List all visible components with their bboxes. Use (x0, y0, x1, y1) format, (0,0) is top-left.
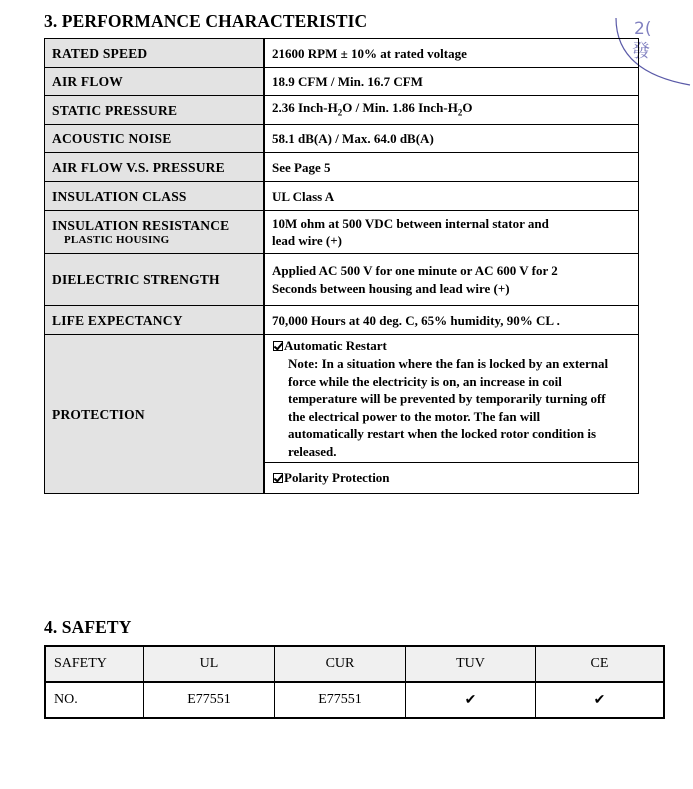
row-value-airflow-pressure: See Page 5 (264, 153, 639, 182)
row-value-life-expectancy: 70,000 Hours at 40 deg. C, 65% humidity, 90% CL . (264, 306, 639, 335)
header-cur: CUR (275, 646, 406, 682)
row-label-protection: PROTECTION (45, 335, 265, 494)
performance-table (44, 38, 639, 494)
check-mark-icon: ✔ (536, 682, 665, 718)
cell-cur: E77551 (275, 682, 406, 718)
row-value-air-flow: 18.9 CFM / Min. 16.7 CFM (264, 68, 639, 96)
checked-box-icon (273, 473, 283, 483)
section-heading-performance: 3. PERFORMANCE CHARACTERISTIC (44, 11, 368, 31)
table-row (45, 211, 639, 254)
table-header-row (45, 646, 664, 682)
polarity-label: Polarity Protection (284, 470, 390, 485)
auto-restart-line (265, 337, 638, 355)
table-row (45, 125, 639, 153)
header-safety: SAFETY (45, 646, 144, 682)
table-row (45, 68, 639, 96)
table-row (45, 39, 639, 68)
safety-table (44, 645, 665, 719)
row-value-insulation-resistance: 10M ohm at 500 VDC between internal stator and lead wire (+) (264, 211, 639, 254)
row-value-rated-speed: 21600 RPM ± 10% at rated voltage (264, 39, 639, 68)
table-row (45, 254, 639, 306)
stamp-text-char: 發 (632, 41, 650, 62)
row-label-rated-speed: RATED SPEED (45, 39, 265, 68)
table-row (45, 682, 664, 718)
table-row (45, 153, 639, 182)
row-value-protection (264, 335, 639, 494)
row-label-acoustic-noise: ACOUSTIC NOISE (45, 125, 265, 153)
header-ul: UL (144, 646, 275, 682)
row-label-insulation-class: INSULATION CLASS (45, 182, 265, 211)
cell-ul: E77551 (144, 682, 275, 718)
auto-restart-label: Automatic Restart (284, 338, 387, 353)
row-label-air-flow: AIR FLOW (45, 68, 265, 96)
section-heading-safety: 4. SAFETY (44, 617, 132, 637)
polarity-line (265, 462, 638, 493)
header-tuv: TUV (406, 646, 536, 682)
table-row (45, 306, 639, 335)
row-label-dielectric-strength: DIELECTRIC STRENGTH (45, 254, 265, 306)
table-row (45, 335, 639, 494)
table-row (45, 96, 639, 125)
row-label-life-expectancy: LIFE EXPECTANCY (45, 306, 265, 335)
row-value-acoustic-noise: 58.1 dB(A) / Max. 64.0 dB(A) (264, 125, 639, 153)
insulation-resistance-sublabel: PLASTIC HOUSING (64, 234, 170, 246)
header-ce: CE (536, 646, 665, 682)
row-value-insulation-class: UL Class A (264, 182, 639, 211)
row-label-static-pressure: STATIC PRESSURE (45, 96, 265, 125)
auto-restart-note: Note: In a situation where the fan is locked by an external force while the electricity is on, an increase in coil temperature will be prevented by temporarily turning off the electrical power to the motor. The fan will automatically restart when the locked rotor condition is released. (288, 356, 609, 459)
cell-no: NO. (45, 682, 144, 718)
checked-box-icon (273, 341, 283, 351)
table-row (45, 182, 639, 211)
row-label-insulation-resistance (45, 211, 265, 254)
insulation-resistance-label: INSULATION RESISTANCE (52, 218, 230, 233)
row-value-static-pressure: 2.36 Inch-$H_2O$ / Min. 1.86 Inch-$H_2O$ (264, 96, 639, 125)
row-value-dielectric-strength: Applied AC 500 V for one minute or AC 600 V for 2 Seconds between housing and lead wire (+) (264, 254, 639, 306)
check-mark-icon: ✔ (406, 682, 536, 718)
row-label-airflow-pressure: AIR FLOW V.S. PRESSURE (45, 153, 265, 182)
stamp-text-top: 2( (634, 19, 652, 39)
